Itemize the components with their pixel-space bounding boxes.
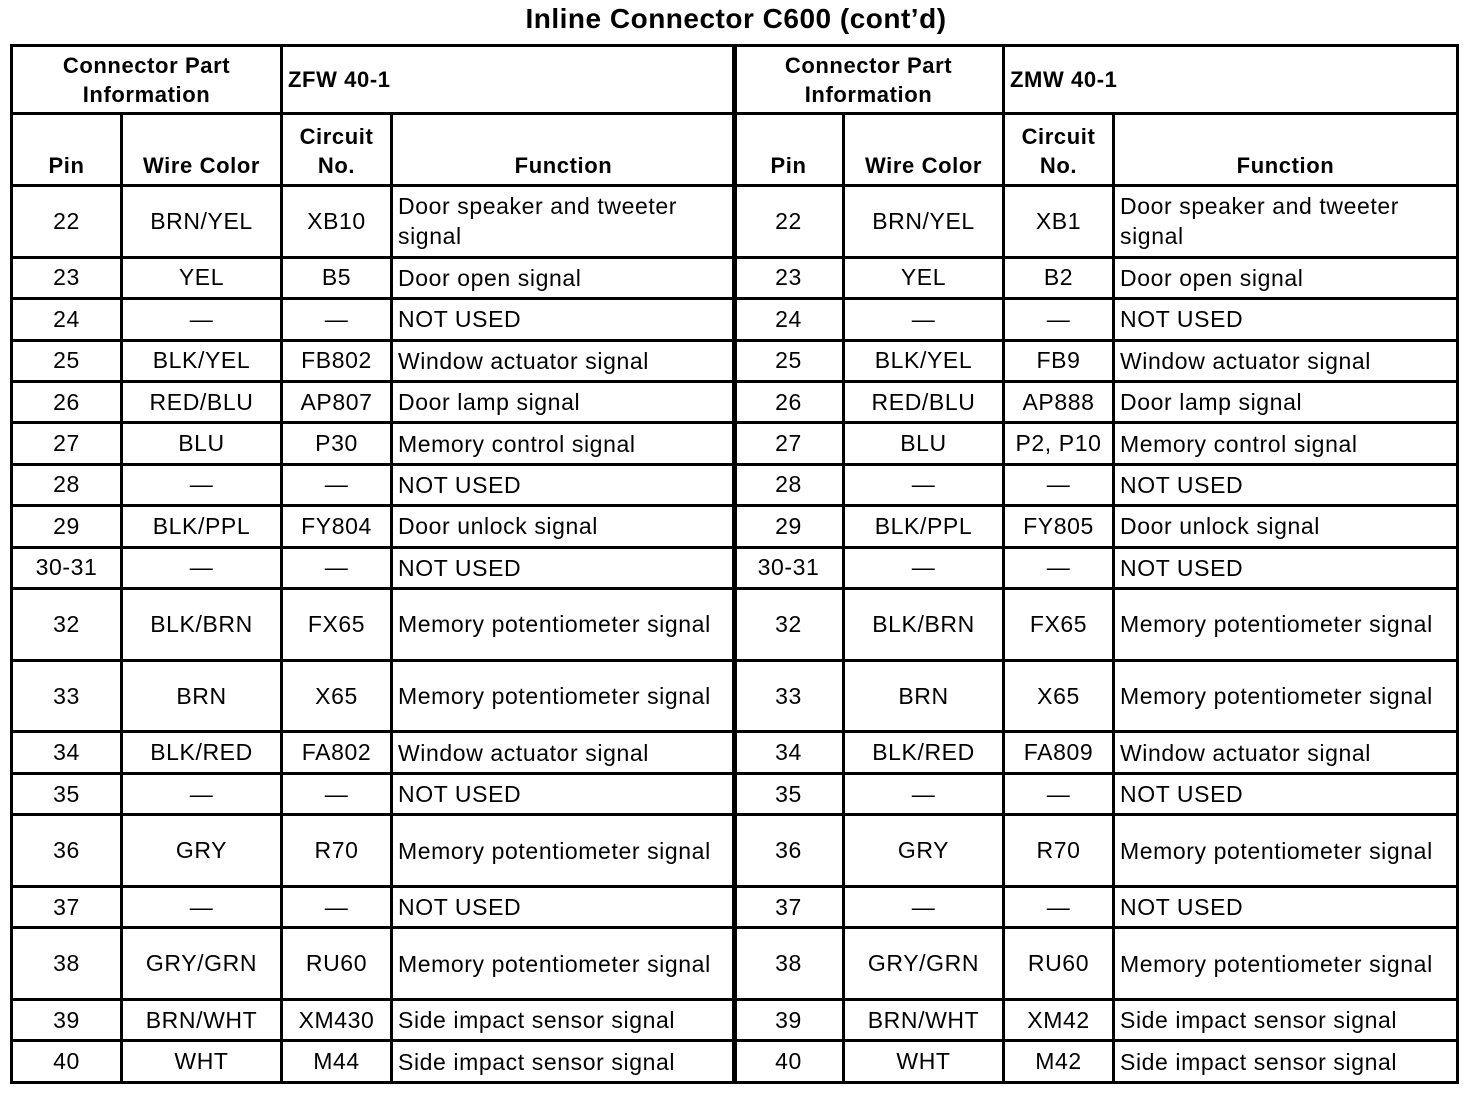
- circuit-no-cell: —: [282, 547, 392, 588]
- pin-cell: 38: [12, 928, 122, 1000]
- table-row: [734, 506, 1458, 547]
- wire-color-cell: BRN/YEL: [844, 186, 1004, 258]
- pin-cell: 37: [12, 886, 122, 927]
- wire-color-cell: —: [122, 299, 282, 340]
- function-cell: Side impact sensor signal: [392, 1041, 736, 1083]
- circuit-no-cell: —: [282, 886, 392, 927]
- function-cell: Door lamp signal: [392, 381, 736, 422]
- wire-color-cell: BLK/RED: [844, 732, 1004, 773]
- pin-cell: 37: [734, 886, 844, 927]
- pin-cell: 35: [734, 773, 844, 814]
- function-cell: NOT USED: [1114, 299, 1458, 340]
- pin-cell: 27: [734, 423, 844, 464]
- circuit-no-cell: FB9: [1004, 340, 1114, 381]
- table-row: [12, 381, 736, 422]
- table-row: [734, 299, 1458, 340]
- circuit-no-cell: —: [282, 464, 392, 505]
- circuit-no-cell: B2: [1004, 257, 1114, 298]
- wire-color-cell: BLU: [844, 423, 1004, 464]
- wire-color-cell: —: [844, 299, 1004, 340]
- table-row: [12, 340, 736, 381]
- wire-color-cell: WHT: [122, 1041, 282, 1083]
- wire-color-cell: BRN/YEL: [122, 186, 282, 258]
- function-column-header: Function: [392, 114, 736, 186]
- circuit-no-cell: AP807: [282, 381, 392, 422]
- pin-column-header: Pin: [12, 114, 122, 186]
- wire-color-cell: —: [122, 464, 282, 505]
- column-header-row: [12, 114, 736, 186]
- pin-cell: 32: [12, 588, 122, 660]
- wire-color-cell: YEL: [844, 257, 1004, 298]
- wire-color-cell: —: [844, 773, 1004, 814]
- function-cell: Memory potentiometer signal: [392, 660, 736, 732]
- pin-cell: 40: [12, 1041, 122, 1083]
- wire-color-cell: —: [844, 886, 1004, 927]
- table-row: [734, 588, 1458, 660]
- function-cell: Door speaker and tweeter signal: [392, 186, 736, 258]
- circuit-no-cell: RU60: [1004, 928, 1114, 1000]
- pin-cell: 30-31: [734, 547, 844, 588]
- wire-color-column-header: Wire Color: [844, 114, 1004, 186]
- table-row: [734, 773, 1458, 814]
- table-row: [12, 1000, 736, 1041]
- table-row: [12, 1041, 736, 1083]
- circuit-no-cell: FA809: [1004, 732, 1114, 773]
- table-row: [12, 464, 736, 505]
- pin-cell: 26: [12, 381, 122, 422]
- connector-table: [732, 44, 1459, 1084]
- circuit-no-cell: XM430: [282, 1000, 392, 1041]
- function-cell: Memory potentiometer signal: [392, 928, 736, 1000]
- pin-cell: 30-31: [12, 547, 122, 588]
- wire-color-cell: BRN: [844, 660, 1004, 732]
- table-row: [12, 547, 736, 588]
- circuit-no-cell: FY805: [1004, 506, 1114, 547]
- function-cell: Door open signal: [1114, 257, 1458, 298]
- pin-cell: 22: [12, 186, 122, 258]
- column-header-row: [734, 114, 1458, 186]
- pin-cell: 36: [734, 815, 844, 887]
- function-cell: Memory potentiometer signal: [392, 588, 736, 660]
- function-cell: NOT USED: [392, 773, 736, 814]
- wire-color-cell: BLK/PPL: [122, 506, 282, 547]
- table-row: [734, 464, 1458, 505]
- table-row: [12, 773, 736, 814]
- table-row: [734, 340, 1458, 381]
- table-row: [734, 186, 1458, 258]
- wire-color-cell: BLK/PPL: [844, 506, 1004, 547]
- table-row: [734, 381, 1458, 422]
- wire-color-cell: BLK/RED: [122, 732, 282, 773]
- pin-cell: 40: [734, 1041, 844, 1083]
- pin-cell: 23: [734, 257, 844, 298]
- pin-cell: 39: [12, 1000, 122, 1041]
- circuit-no-cell: X65: [1004, 660, 1114, 732]
- function-cell: Door lamp signal: [1114, 381, 1458, 422]
- circuit-no-cell: P30: [282, 423, 392, 464]
- table-row: [734, 257, 1458, 298]
- wire-color-cell: RED/BLU: [122, 381, 282, 422]
- function-cell: Memory control signal: [392, 423, 736, 464]
- pin-cell: 29: [734, 506, 844, 547]
- table-row: [12, 299, 736, 340]
- wire-color-cell: —: [122, 773, 282, 814]
- circuit-no-cell: —: [1004, 886, 1114, 927]
- function-cell: NOT USED: [1114, 773, 1458, 814]
- function-cell: Side impact sensor signal: [1114, 1041, 1458, 1083]
- circuit-no-cell: FY804: [282, 506, 392, 547]
- table-row: [734, 815, 1458, 887]
- pin-column-header: Pin: [734, 114, 844, 186]
- function-cell: NOT USED: [1114, 464, 1458, 505]
- wire-color-column-header: Wire Color: [122, 114, 282, 186]
- wire-color-cell: GRY/GRN: [122, 928, 282, 1000]
- table-row: [12, 732, 736, 773]
- connector-table-left-wrapper: [10, 44, 734, 1084]
- pin-cell: 34: [12, 732, 122, 773]
- wire-color-cell: BLK/BRN: [122, 588, 282, 660]
- circuit-no-cell: FX65: [1004, 588, 1114, 660]
- connector-info-label: Connector Part Information: [734, 46, 1004, 114]
- circuit-no-cell: AP888: [1004, 381, 1114, 422]
- function-cell: NOT USED: [392, 464, 736, 505]
- function-cell: Window actuator signal: [1114, 340, 1458, 381]
- function-cell: Door open signal: [392, 257, 736, 298]
- pin-cell: 38: [734, 928, 844, 1000]
- table-row: [12, 423, 736, 464]
- connector-part-number: ZFW 40-1: [282, 46, 736, 114]
- pin-cell: 28: [12, 464, 122, 505]
- table-row: [734, 732, 1458, 773]
- page-title: Inline Connector C600 (cont’d): [525, 3, 947, 34]
- pin-cell: 39: [734, 1000, 844, 1041]
- function-cell: NOT USED: [1114, 886, 1458, 927]
- connector-table-right-wrapper: [732, 44, 1456, 1084]
- function-cell: Memory potentiometer signal: [1114, 815, 1458, 887]
- wire-color-cell: WHT: [844, 1041, 1004, 1083]
- function-cell: NOT USED: [1114, 547, 1458, 588]
- pin-cell: 35: [12, 773, 122, 814]
- table-row: [734, 928, 1458, 1000]
- function-cell: Memory potentiometer signal: [1114, 588, 1458, 660]
- table-row: [12, 886, 736, 927]
- wire-color-cell: —: [844, 464, 1004, 505]
- pin-cell: 33: [734, 660, 844, 732]
- pin-cell: 23: [12, 257, 122, 298]
- table-row: [734, 547, 1458, 588]
- function-cell: Door unlock signal: [392, 506, 736, 547]
- function-cell: Window actuator signal: [392, 340, 736, 381]
- function-cell: NOT USED: [392, 299, 736, 340]
- wire-color-cell: YEL: [122, 257, 282, 298]
- wire-color-cell: BLK/BRN: [844, 588, 1004, 660]
- function-cell: Door speaker and tweeter signal: [1114, 186, 1458, 258]
- table-row: [12, 660, 736, 732]
- circuit-no-column-header: Circuit No.: [1004, 114, 1114, 186]
- pin-cell: 28: [734, 464, 844, 505]
- connector-info-row: [12, 46, 736, 114]
- pin-cell: 26: [734, 381, 844, 422]
- circuit-no-column-header: Circuit No.: [282, 114, 392, 186]
- table-row: [734, 1041, 1458, 1083]
- wire-color-cell: BRN: [122, 660, 282, 732]
- pin-cell: 24: [734, 299, 844, 340]
- wire-color-cell: BLK/YEL: [122, 340, 282, 381]
- pin-cell: 32: [734, 588, 844, 660]
- function-cell: Memory control signal: [1114, 423, 1458, 464]
- circuit-no-cell: —: [1004, 299, 1114, 340]
- connector-info-row: [734, 46, 1458, 114]
- connector-info-label: Connector Part Information: [12, 46, 282, 114]
- wire-color-cell: BLK/YEL: [844, 340, 1004, 381]
- table-row: [12, 928, 736, 1000]
- circuit-no-cell: XB1: [1004, 186, 1114, 258]
- pin-cell: 25: [12, 340, 122, 381]
- circuit-no-cell: —: [282, 773, 392, 814]
- wire-color-cell: —: [844, 547, 1004, 588]
- wire-color-cell: BLU: [122, 423, 282, 464]
- circuit-no-cell: R70: [282, 815, 392, 887]
- function-cell: Memory potentiometer signal: [1114, 660, 1458, 732]
- pin-cell: 29: [12, 506, 122, 547]
- table-row: [12, 588, 736, 660]
- table-body: [734, 186, 1458, 1083]
- circuit-no-cell: B5: [282, 257, 392, 298]
- circuit-no-cell: R70: [1004, 815, 1114, 887]
- table-body: [12, 186, 736, 1083]
- circuit-no-cell: FA802: [282, 732, 392, 773]
- table-row: [12, 506, 736, 547]
- function-cell: Door unlock signal: [1114, 506, 1458, 547]
- pin-cell: 22: [734, 186, 844, 258]
- wire-color-cell: GRY/GRN: [844, 928, 1004, 1000]
- pin-cell: 25: [734, 340, 844, 381]
- wire-color-cell: GRY: [844, 815, 1004, 887]
- function-cell: NOT USED: [392, 547, 736, 588]
- circuit-no-cell: —: [282, 299, 392, 340]
- circuit-no-cell: P2, P10: [1004, 423, 1114, 464]
- function-cell: Side impact sensor signal: [392, 1000, 736, 1041]
- circuit-no-cell: —: [1004, 773, 1114, 814]
- circuit-no-cell: M42: [1004, 1041, 1114, 1083]
- table-row: [734, 1000, 1458, 1041]
- function-cell: Window actuator signal: [392, 732, 736, 773]
- pin-cell: 27: [12, 423, 122, 464]
- function-column-header: Function: [1114, 114, 1458, 186]
- table-row: [12, 815, 736, 887]
- table-row: [734, 886, 1458, 927]
- wire-color-cell: BRN/WHT: [122, 1000, 282, 1041]
- circuit-no-cell: XM42: [1004, 1000, 1114, 1041]
- pin-cell: 34: [734, 732, 844, 773]
- function-cell: Window actuator signal: [1114, 732, 1458, 773]
- table-row: [12, 186, 736, 258]
- connector-part-number: ZMW 40-1: [1004, 46, 1458, 114]
- circuit-no-cell: M44: [282, 1041, 392, 1083]
- function-cell: Memory potentiometer signal: [392, 815, 736, 887]
- pin-cell: 24: [12, 299, 122, 340]
- circuit-no-cell: XB10: [282, 186, 392, 258]
- table-row: [734, 423, 1458, 464]
- circuit-no-cell: FB802: [282, 340, 392, 381]
- circuit-no-cell: RU60: [282, 928, 392, 1000]
- pin-cell: 33: [12, 660, 122, 732]
- circuit-no-cell: FX65: [282, 588, 392, 660]
- function-cell: NOT USED: [392, 886, 736, 927]
- table-row: [12, 257, 736, 298]
- wire-color-cell: RED/BLU: [844, 381, 1004, 422]
- wire-color-cell: BRN/WHT: [844, 1000, 1004, 1041]
- connector-table: [10, 44, 737, 1084]
- pin-cell: 36: [12, 815, 122, 887]
- circuit-no-cell: —: [1004, 547, 1114, 588]
- wire-color-cell: GRY: [122, 815, 282, 887]
- circuit-no-cell: —: [1004, 464, 1114, 505]
- function-cell: Side impact sensor signal: [1114, 1000, 1458, 1041]
- wire-color-cell: —: [122, 886, 282, 927]
- table-row: [734, 660, 1458, 732]
- circuit-no-cell: X65: [282, 660, 392, 732]
- wire-color-cell: —: [122, 547, 282, 588]
- function-cell: Memory potentiometer signal: [1114, 928, 1458, 1000]
